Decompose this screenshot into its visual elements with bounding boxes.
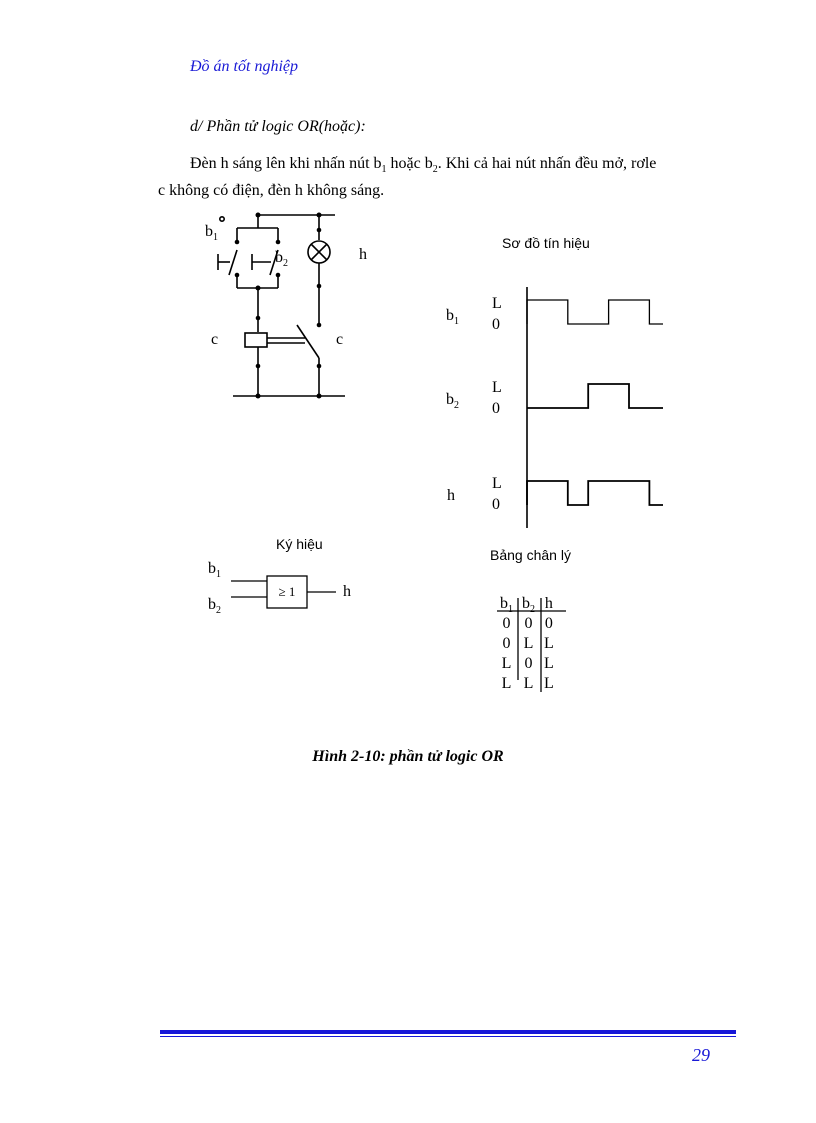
relay-coil [245, 333, 267, 347]
truth-table [497, 594, 560, 694]
cell: 0 [502, 615, 511, 632]
signal-label-b2: $b_2$ [446, 391, 459, 412]
truth-table-header [497, 594, 560, 614]
label-c-contact: c [336, 331, 344, 348]
level-low-3: 0 [492, 496, 500, 513]
circuit-diagram [218, 215, 345, 396]
label-b1: $b_1$ [205, 223, 218, 244]
level-high-3: L [492, 475, 502, 492]
symbol-input-b2: $b_2$ [208, 596, 221, 617]
level-high-2: L [492, 379, 502, 396]
cell: L [544, 675, 554, 692]
terminal-dot [220, 217, 224, 221]
cell: 0 [524, 655, 533, 672]
level-low-2: 0 [492, 400, 500, 417]
page-number: 29 [692, 1045, 710, 1065]
document-header: Đồ án tốt nghiệp [190, 58, 298, 75]
signal-waveform-1 [527, 300, 663, 324]
signal-label-h: h [447, 487, 455, 504]
cell: 0 [502, 635, 511, 652]
table-row [497, 674, 560, 694]
symbol-title: Ký hiệu [276, 536, 323, 552]
paragraph-line-1: Đèn h sáng lên khi nhấn nút $b_1$ hoặc $b_2$. Khi cả hai nút nhấn đều mở, rơle [190, 155, 657, 176]
th-b2: $b_2$ [522, 595, 535, 616]
or-gate-label: ≥ 1 [278, 584, 296, 599]
relay-contact-c [297, 325, 319, 358]
cell: L [501, 675, 512, 692]
cell: 0 [544, 615, 553, 632]
figure-caption: Hình 2-10: phần tử logic OR [312, 748, 504, 765]
footer-rule-thin [160, 1036, 736, 1037]
symbol-output-h: h [343, 583, 351, 600]
cell: L [544, 655, 554, 672]
lamp-h [308, 241, 330, 263]
symbol-input-b1: $b_1$ [208, 560, 221, 581]
signal-waveform-3 [527, 481, 663, 505]
signal-diagram [527, 287, 663, 528]
circuit-junctions [235, 213, 322, 399]
cell: 0 [524, 615, 533, 632]
cell: L [523, 675, 534, 692]
footer-rule [160, 1030, 736, 1034]
th-h: h [544, 595, 553, 612]
section-heading: d/ Phần tử logic OR(hoặc): [190, 118, 366, 135]
label-b2: $b_2$ [275, 249, 288, 270]
cell: L [501, 655, 512, 672]
signal-label-b1: $b_1$ [446, 307, 459, 328]
truth-table-title: Bảng chân lý [490, 547, 571, 563]
paragraph-line-2: c không có điện, đèn h không sáng. [158, 182, 385, 199]
signal-waveform-2 [527, 384, 663, 408]
body-paragraph [158, 150, 718, 204]
level-low-1: 0 [492, 316, 500, 333]
table-row [497, 654, 560, 674]
th-b1: $b_1$ [500, 595, 513, 616]
cell: L [544, 635, 554, 652]
label-h: h [359, 246, 367, 263]
cell: L [523, 635, 534, 652]
switch-b1-blade [229, 250, 237, 275]
table-row [497, 614, 560, 634]
signal-title: Sơ đồ tín hiệu [502, 235, 590, 251]
level-high-1: L [492, 295, 502, 312]
label-c-coil: c [211, 331, 219, 348]
table-row [497, 634, 560, 654]
